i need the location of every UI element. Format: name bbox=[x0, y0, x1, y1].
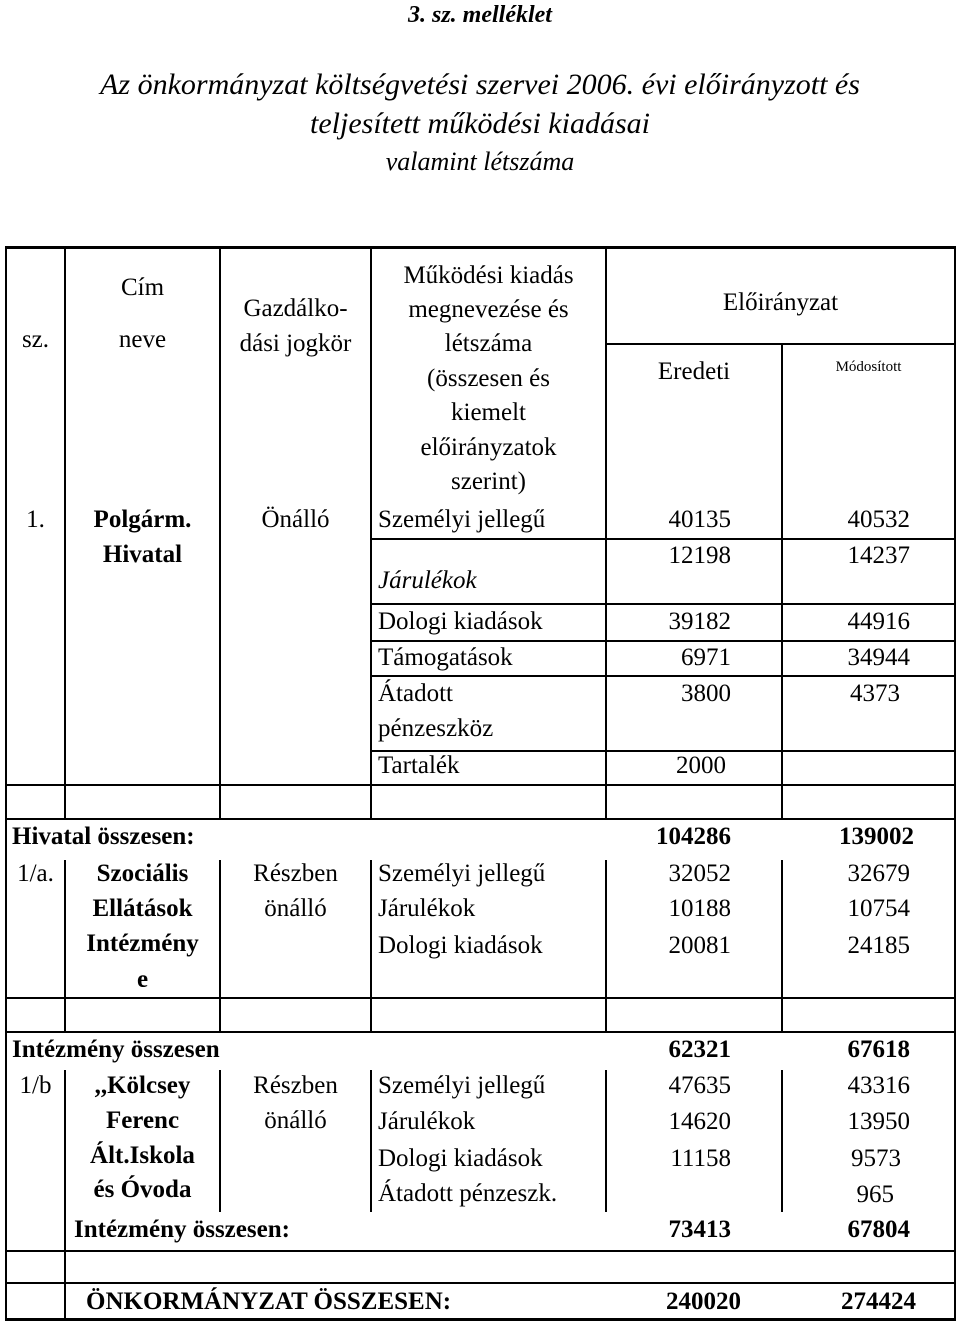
s1-row-jarulekok-label: Járulékok bbox=[378, 567, 477, 594]
table-rule-hivatal-spacer bbox=[5, 784, 956, 786]
s1-row-szemelyi-modositott: 40532 bbox=[847, 506, 910, 533]
header-gazdalkodasi: Gazdálko- bbox=[243, 295, 348, 322]
header-mukodesi-1: Működési kiadás bbox=[403, 262, 574, 289]
s3-row-jarulekok-eredeti: 14620 bbox=[668, 1108, 731, 1135]
s2-name-line-1: Szociális bbox=[96, 860, 189, 887]
s1-row-szemelyi-label: Személyi jellegű bbox=[378, 506, 546, 533]
s3-name-line-2: Ferenc bbox=[105, 1107, 180, 1134]
s1-row-jarulekok-modositott: 14237 bbox=[847, 542, 910, 569]
annex-label: 3. sz. melléklet bbox=[408, 2, 552, 28]
s2-name-line-4: e bbox=[136, 966, 149, 993]
s3-total-eredeti: 73413 bbox=[668, 1216, 731, 1243]
header-eloiranyzat: Előirányzat bbox=[722, 289, 839, 316]
s3-name-line-1: ,,Kölcsey bbox=[94, 1072, 191, 1099]
s3-jogkor-line-1: Részben bbox=[253, 1072, 338, 1099]
s2-jogkor-line-1: Részben bbox=[253, 860, 338, 887]
s2-row-dologi-modositott: 24185 bbox=[847, 932, 910, 959]
s1-total-modositott: 139002 bbox=[839, 823, 914, 850]
header-cim: Cím bbox=[120, 274, 165, 301]
header-mukodesi-2: megnevezése és bbox=[408, 296, 569, 323]
table-rule-szoc-spacer bbox=[5, 997, 956, 999]
table-border-left bbox=[5, 246, 7, 1321]
s1-row-atadott-label-2: pénzeszköz bbox=[378, 715, 494, 742]
s1-total-label: Hivatal összesen: bbox=[12, 823, 195, 850]
s2-row-jarulekok-eredeti: 10188 bbox=[668, 895, 731, 922]
s1-name-line-1: Polgárm. bbox=[93, 506, 192, 533]
s2-jogkor-line-2: önálló bbox=[264, 895, 327, 922]
s2-row-szemelyi-label: Személyi jellegű bbox=[378, 860, 546, 887]
document-title-line-3: valamint létszáma bbox=[385, 147, 575, 176]
document-title-line-1: Az önkormányzat költségvetési szervei 2006. évi előirányzott és bbox=[100, 68, 860, 101]
s3-row-szemelyi-modositott: 43316 bbox=[847, 1072, 910, 1099]
s2-name-line-2: Ellátások bbox=[92, 895, 193, 922]
s3-jogkor-line-2: önálló bbox=[264, 1107, 327, 1134]
s1-row-tartalek-label: Tartalék bbox=[378, 752, 460, 779]
header-neve: neve bbox=[118, 326, 167, 353]
s2-number: 1/a. bbox=[17, 860, 54, 887]
s3-number: 1/b bbox=[19, 1072, 52, 1099]
header-mukodesi-3: létszáma bbox=[444, 330, 533, 357]
s3-row-jarulekok-modositott: 13950 bbox=[847, 1108, 910, 1135]
s2-name-line-3: Intézmény bbox=[86, 930, 199, 957]
header-modositott: Módosított bbox=[835, 359, 902, 375]
s3-row-dologi-label: Dologi kiadások bbox=[378, 1145, 543, 1172]
s3-total-modositott: 67804 bbox=[847, 1216, 910, 1243]
s1-row-dologi-modositott: 44916 bbox=[847, 608, 910, 635]
table-col-modositott bbox=[781, 343, 783, 818]
header-mukodesi-5: kiemelt bbox=[451, 399, 526, 426]
s3-name-line-4: és Óvoda bbox=[93, 1176, 192, 1203]
table-border-right bbox=[954, 246, 956, 1321]
s1-row-tartalek-eredeti: 2000 bbox=[676, 752, 726, 779]
s3-row-dologi-eredeti: 11158 bbox=[670, 1145, 731, 1172]
s3-row-szemelyi-label: Személyi jellegű bbox=[378, 1072, 546, 1099]
s1-row-dologi-eredeti: 39182 bbox=[668, 608, 731, 635]
s3-total-label: Intézmény összesen: bbox=[74, 1216, 290, 1243]
s2-row-jarulekok-modositott: 10754 bbox=[847, 895, 910, 922]
s1-row-tamogatasok-modositott: 34944 bbox=[847, 644, 910, 671]
s1-name-line-2: Hivatal bbox=[102, 541, 183, 568]
grand-total-modositott: 274424 bbox=[841, 1288, 916, 1315]
header-mukodesi-6: előirányzatok bbox=[420, 434, 557, 461]
s1-row-dologi-label: Dologi kiadások bbox=[378, 608, 543, 635]
header-sz: sz. bbox=[21, 326, 50, 353]
s2-row-szemelyi-eredeti: 32052 bbox=[668, 860, 731, 887]
s1-total-eredeti: 104286 bbox=[656, 823, 731, 850]
header-eredeti: Eredeti bbox=[657, 358, 731, 385]
s2-total-modositott: 67618 bbox=[847, 1036, 910, 1063]
s3-row-atadott-label: Átadott pénzeszk. bbox=[378, 1180, 558, 1207]
s1-row-atadott-eredeti: 3800 bbox=[681, 680, 731, 707]
s3-row-atadott-modositott: 965 bbox=[856, 1181, 894, 1208]
header-mukodesi-4: (összesen és bbox=[427, 365, 550, 392]
s1-row-szemelyi-eredeti: 40135 bbox=[668, 506, 731, 533]
grand-total-eredeti: 240020 bbox=[666, 1288, 741, 1315]
s1-jogkor: Önálló bbox=[261, 506, 330, 533]
s1-row-atadott-modositott: 4373 bbox=[850, 680, 900, 707]
s3-row-szemelyi-eredeti: 47635 bbox=[668, 1072, 731, 1099]
s2-total-eredeti: 62321 bbox=[668, 1036, 731, 1063]
header-jogkor: dási jogkör bbox=[239, 330, 352, 357]
s1-number: 1. bbox=[26, 506, 45, 533]
table-rule-kolcsey-spacer bbox=[5, 1250, 956, 1252]
s1-row-tamogatasok-eredeti: 6971 bbox=[681, 644, 731, 671]
s3-name-line-3: Ált.Iskola bbox=[90, 1142, 195, 1169]
s2-row-jarulekok-label: Járulékok bbox=[378, 895, 476, 922]
s1-row-atadott-label-1: Átadott bbox=[378, 680, 453, 707]
s2-row-dologi-eredeti: 20081 bbox=[668, 932, 731, 959]
table-col-mukod bbox=[370, 1070, 372, 1212]
s3-row-dologi-modositott: 9573 bbox=[851, 1145, 901, 1172]
s3-row-jarulekok-label: Járulékok bbox=[378, 1108, 476, 1135]
table-col-mukod bbox=[370, 860, 372, 1031]
s2-row-dologi-label: Dologi kiadások bbox=[378, 932, 543, 959]
s2-total-label: Intézmény összesen bbox=[12, 1036, 220, 1063]
s2-row-szemelyi-modositott: 32679 bbox=[847, 860, 910, 887]
table-rule-top bbox=[5, 246, 956, 249]
grand-total-label: ÖNKORMÁNYZAT ÖSSZESEN: bbox=[86, 1288, 452, 1315]
document-title-line-2: teljesített működési kiadásai bbox=[310, 107, 650, 140]
header-mukodesi-7: szerint) bbox=[451, 468, 526, 495]
s1-row-jarulekok-eredeti: 12198 bbox=[668, 542, 731, 569]
s1-row-tamogatasok-label: Támogatások bbox=[378, 644, 513, 671]
